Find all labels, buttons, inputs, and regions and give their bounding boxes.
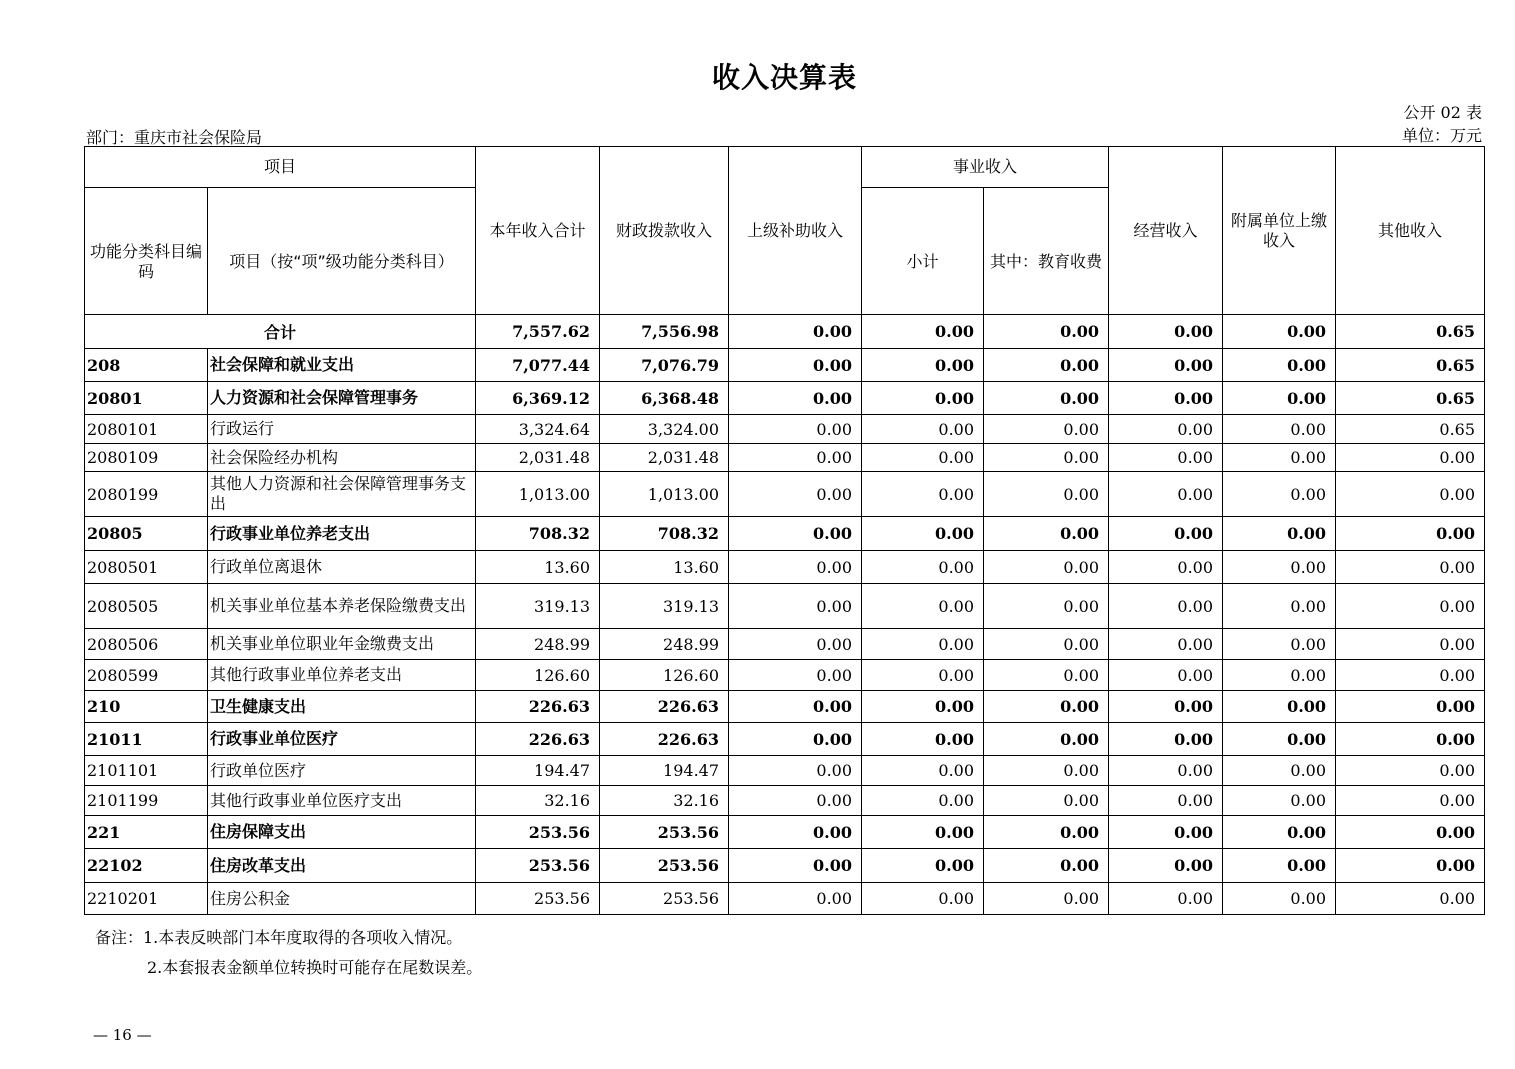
row-value: 0.00 bbox=[984, 382, 1109, 415]
row-value: 0.00 bbox=[862, 883, 984, 915]
row-value: 0.00 bbox=[1109, 691, 1223, 723]
row-value: 0.00 bbox=[729, 816, 862, 849]
row-value: 0.00 bbox=[862, 415, 984, 444]
row-name: 社会保险经办机构 bbox=[208, 444, 476, 472]
row-code: 21011 bbox=[85, 723, 208, 756]
income-table bbox=[84, 146, 1485, 915]
row-value: 0.00 bbox=[1223, 756, 1336, 786]
row-code: 221 bbox=[85, 816, 208, 849]
row-value: 0.00 bbox=[984, 444, 1109, 472]
row-value: 253.56 bbox=[600, 816, 729, 849]
row-value: 226.63 bbox=[476, 691, 600, 723]
row-value: 0.00 bbox=[984, 517, 1109, 551]
notes bbox=[95, 923, 482, 983]
row-value: 0.00 bbox=[862, 849, 984, 883]
row-code: 2101199 bbox=[85, 786, 208, 816]
row-value: 0.00 bbox=[729, 517, 862, 551]
row-value: 0.00 bbox=[729, 786, 862, 816]
row-value: 0.00 bbox=[984, 786, 1109, 816]
row-value: 1,013.00 bbox=[600, 472, 729, 517]
row-code: 2080599 bbox=[85, 660, 208, 691]
row-value: 13.60 bbox=[476, 551, 600, 584]
page-number: — 16 — bbox=[93, 1026, 152, 1044]
row-code: 22102 bbox=[85, 849, 208, 883]
row-value: 126.60 bbox=[600, 660, 729, 691]
row-name: 行政运行 bbox=[208, 415, 476, 444]
note-1: 备注：1.本表反映部门本年度取得的各项收入情况。 bbox=[95, 928, 463, 947]
header-code: 功能分类科目编码 bbox=[85, 188, 208, 315]
row-value: 0.00 bbox=[1223, 723, 1336, 756]
table-row bbox=[85, 816, 1485, 849]
header-business: 事业收入 bbox=[862, 147, 1109, 188]
row-value: 708.32 bbox=[476, 517, 600, 551]
row-value: 0.00 bbox=[1223, 517, 1336, 551]
row-value: 0.00 bbox=[984, 849, 1109, 883]
header-subtotal: 小计 bbox=[862, 188, 984, 315]
header-affiliated: 附属单位上缴收入 bbox=[1223, 147, 1336, 315]
row-value: 253.56 bbox=[476, 816, 600, 849]
row-value: 253.56 bbox=[600, 883, 729, 915]
row-code: 2080506 bbox=[85, 629, 208, 660]
row-value: 0.00 bbox=[984, 349, 1109, 382]
table-row bbox=[85, 756, 1485, 786]
row-value: 3,324.00 bbox=[600, 415, 729, 444]
row-value: 0.00 bbox=[984, 816, 1109, 849]
row-value: 0.00 bbox=[1223, 349, 1336, 382]
row-code: 20801 bbox=[85, 382, 208, 415]
row-value: 194.47 bbox=[600, 756, 729, 786]
row-value: 126.60 bbox=[476, 660, 600, 691]
row-value: 7,077.44 bbox=[476, 349, 600, 382]
total-label: 合计 bbox=[85, 315, 476, 349]
header-operating: 经营收入 bbox=[1109, 147, 1223, 315]
row-value: 0.00 bbox=[862, 756, 984, 786]
row-value: 0.00 bbox=[1223, 660, 1336, 691]
total-value: 0.65 bbox=[1336, 315, 1485, 349]
row-value: 194.47 bbox=[476, 756, 600, 786]
row-value: 0.00 bbox=[862, 382, 984, 415]
table-row bbox=[85, 883, 1485, 915]
row-value: 0.00 bbox=[1336, 584, 1485, 629]
row-value: 0.00 bbox=[729, 472, 862, 517]
row-value: 0.00 bbox=[1223, 551, 1336, 584]
row-value: 0.00 bbox=[729, 415, 862, 444]
row-value: 6,369.12 bbox=[476, 382, 600, 415]
row-value: 0.00 bbox=[729, 551, 862, 584]
row-value: 0.00 bbox=[984, 551, 1109, 584]
row-value: 6,368.48 bbox=[600, 382, 729, 415]
row-value: 0.00 bbox=[1109, 472, 1223, 517]
row-value: 0.00 bbox=[729, 349, 862, 382]
row-code: 2080199 bbox=[85, 472, 208, 517]
row-value: 0.00 bbox=[1336, 691, 1485, 723]
row-value: 0.00 bbox=[1336, 629, 1485, 660]
row-value: 0.00 bbox=[862, 629, 984, 660]
row-value: 0.00 bbox=[729, 691, 862, 723]
page-title: 收入决算表 bbox=[711, 61, 857, 94]
row-value: 319.13 bbox=[476, 584, 600, 629]
row-value: 0.00 bbox=[1109, 415, 1223, 444]
row-value: 0.00 bbox=[984, 756, 1109, 786]
total-row bbox=[85, 315, 1485, 349]
row-value: 319.13 bbox=[600, 584, 729, 629]
header-superior: 上级补助收入 bbox=[729, 147, 862, 315]
table-row bbox=[85, 382, 1485, 415]
row-name: 行政单位离退休 bbox=[208, 551, 476, 584]
table-row bbox=[85, 723, 1485, 756]
row-code: 2080505 bbox=[85, 584, 208, 629]
table-row bbox=[85, 691, 1485, 723]
row-value: 0.00 bbox=[984, 691, 1109, 723]
table-row bbox=[85, 444, 1485, 472]
header-education: 其中：教育收费 bbox=[984, 188, 1109, 315]
row-value: 1,013.00 bbox=[476, 472, 600, 517]
row-value: 2,031.48 bbox=[476, 444, 600, 472]
row-name: 住房公积金 bbox=[208, 883, 476, 915]
row-value: 0.00 bbox=[729, 883, 862, 915]
row-value: 0.00 bbox=[1223, 472, 1336, 517]
row-value: 0.00 bbox=[984, 629, 1109, 660]
row-value: 0.00 bbox=[729, 723, 862, 756]
row-code: 2101101 bbox=[85, 756, 208, 786]
form-number: 公开 02 表 bbox=[1403, 103, 1482, 122]
row-value: 253.56 bbox=[476, 849, 600, 883]
row-value: 0.00 bbox=[1109, 786, 1223, 816]
row-value: 0.00 bbox=[1109, 816, 1223, 849]
header-total: 本年收入合计 bbox=[476, 147, 600, 315]
row-value: 0.00 bbox=[1336, 517, 1485, 551]
table-row bbox=[85, 517, 1485, 551]
row-value: 0.00 bbox=[1336, 756, 1485, 786]
row-value: 0.00 bbox=[1336, 883, 1485, 915]
row-value: 0.00 bbox=[984, 883, 1109, 915]
row-value: 0.00 bbox=[729, 629, 862, 660]
row-value: 0.00 bbox=[1109, 629, 1223, 660]
row-value: 248.99 bbox=[476, 629, 600, 660]
row-value: 0.00 bbox=[1336, 723, 1485, 756]
row-value: 708.32 bbox=[600, 517, 729, 551]
header-other: 其他收入 bbox=[1336, 147, 1485, 315]
table-row bbox=[85, 349, 1485, 382]
table-row bbox=[85, 629, 1485, 660]
row-value: 0.00 bbox=[1336, 660, 1485, 691]
table-row bbox=[85, 849, 1485, 883]
table-row bbox=[85, 551, 1485, 584]
total-value: 0.00 bbox=[729, 315, 862, 349]
row-value: 0.00 bbox=[729, 584, 862, 629]
table-row bbox=[85, 472, 1485, 517]
row-value: 0.00 bbox=[1109, 849, 1223, 883]
row-name: 行政事业单位养老支出 bbox=[208, 517, 476, 551]
table-row bbox=[85, 415, 1485, 444]
row-value: 0.00 bbox=[1223, 629, 1336, 660]
row-value: 13.60 bbox=[600, 551, 729, 584]
row-value: 0.00 bbox=[1223, 415, 1336, 444]
total-value: 7,557.62 bbox=[476, 315, 600, 349]
row-name: 住房改革支出 bbox=[208, 849, 476, 883]
row-value: 0.00 bbox=[1109, 349, 1223, 382]
table-row bbox=[85, 786, 1485, 816]
row-value: 0.65 bbox=[1336, 349, 1485, 382]
total-value: 0.00 bbox=[1223, 315, 1336, 349]
row-value: 0.00 bbox=[1223, 786, 1336, 816]
row-value: 0.00 bbox=[729, 660, 862, 691]
row-value: 0.00 bbox=[862, 723, 984, 756]
row-value: 0.00 bbox=[729, 849, 862, 883]
row-value: 0.00 bbox=[862, 584, 984, 629]
row-value: 0.00 bbox=[1109, 723, 1223, 756]
row-value: 253.56 bbox=[476, 883, 600, 915]
row-code: 20805 bbox=[85, 517, 208, 551]
row-value: 0.00 bbox=[862, 472, 984, 517]
row-name: 机关事业单位职业年金缴费支出 bbox=[208, 629, 476, 660]
row-value: 248.99 bbox=[600, 629, 729, 660]
header-name: 项目（按“项”级功能分类科目） bbox=[208, 188, 476, 315]
row-value: 0.00 bbox=[729, 756, 862, 786]
row-name: 行政单位医疗 bbox=[208, 756, 476, 786]
row-value: 0.00 bbox=[862, 816, 984, 849]
row-code: 208 bbox=[85, 349, 208, 382]
row-value: 32.16 bbox=[476, 786, 600, 816]
row-name: 社会保障和就业支出 bbox=[208, 349, 476, 382]
row-value: 0.00 bbox=[862, 691, 984, 723]
row-value: 0.00 bbox=[1109, 382, 1223, 415]
row-value: 0.00 bbox=[984, 584, 1109, 629]
row-value: 7,076.79 bbox=[600, 349, 729, 382]
row-name: 其他人力资源和社会保障管理事务支出 bbox=[208, 472, 476, 517]
row-name: 卫生健康支出 bbox=[208, 691, 476, 723]
total-value: 0.00 bbox=[984, 315, 1109, 349]
row-value: 0.00 bbox=[1336, 786, 1485, 816]
header-fiscal: 财政拨款收入 bbox=[600, 147, 729, 315]
table-row bbox=[85, 584, 1485, 629]
header-item: 项目 bbox=[85, 147, 476, 188]
row-value: 226.63 bbox=[476, 723, 600, 756]
row-value: 0.00 bbox=[1109, 517, 1223, 551]
row-value: 0.65 bbox=[1336, 382, 1485, 415]
row-value: 0.00 bbox=[1336, 849, 1485, 883]
row-value: 0.00 bbox=[862, 660, 984, 691]
row-value: 0.00 bbox=[984, 660, 1109, 691]
row-value: 0.00 bbox=[1109, 551, 1223, 584]
row-value: 0.00 bbox=[1336, 472, 1485, 517]
row-code: 210 bbox=[85, 691, 208, 723]
row-value: 0.00 bbox=[1336, 551, 1485, 584]
row-value: 0.00 bbox=[729, 444, 862, 472]
row-value: 0.00 bbox=[1109, 756, 1223, 786]
row-value: 0.00 bbox=[729, 382, 862, 415]
row-value: 0.00 bbox=[862, 517, 984, 551]
row-value: 0.00 bbox=[862, 551, 984, 584]
row-value: 0.00 bbox=[1223, 691, 1336, 723]
row-name: 人力资源和社会保障管理事务 bbox=[208, 382, 476, 415]
row-name: 机关事业单位基本养老保险缴费支出 bbox=[208, 584, 476, 629]
row-value: 0.00 bbox=[1109, 584, 1223, 629]
unit-label: 单位：万元 bbox=[1401, 126, 1482, 145]
row-value: 0.00 bbox=[862, 786, 984, 816]
row-value: 0.00 bbox=[1223, 584, 1336, 629]
note-2: 2.本套报表金额单位转换时可能存在尾数误差。 bbox=[147, 958, 483, 977]
row-value: 0.65 bbox=[1336, 415, 1485, 444]
total-value: 0.00 bbox=[862, 315, 984, 349]
table-row bbox=[85, 660, 1485, 691]
row-name: 其他行政事业单位医疗支出 bbox=[208, 786, 476, 816]
row-value: 226.63 bbox=[600, 691, 729, 723]
row-value: 32.16 bbox=[600, 786, 729, 816]
row-code: 2210201 bbox=[85, 883, 208, 915]
row-value: 0.00 bbox=[984, 723, 1109, 756]
department-label: 部门：重庆市社会保险局 bbox=[86, 128, 263, 147]
row-value: 0.00 bbox=[1336, 444, 1485, 472]
row-value: 0.00 bbox=[862, 444, 984, 472]
row-value: 0.00 bbox=[1223, 883, 1336, 915]
row-value: 0.00 bbox=[984, 415, 1109, 444]
row-value: 0.00 bbox=[1336, 816, 1485, 849]
row-code: 2080109 bbox=[85, 444, 208, 472]
row-name: 其他行政事业单位养老支出 bbox=[208, 660, 476, 691]
row-value: 0.00 bbox=[862, 349, 984, 382]
row-value: 0.00 bbox=[1109, 444, 1223, 472]
row-value: 0.00 bbox=[1223, 816, 1336, 849]
row-value: 0.00 bbox=[1109, 883, 1223, 915]
row-value: 0.00 bbox=[1223, 444, 1336, 472]
row-code: 2080501 bbox=[85, 551, 208, 584]
row-value: 0.00 bbox=[984, 472, 1109, 517]
row-value: 2,031.48 bbox=[600, 444, 729, 472]
total-value: 7,556.98 bbox=[600, 315, 729, 349]
row-value: 0.00 bbox=[1223, 382, 1336, 415]
row-name: 行政事业单位医疗 bbox=[208, 723, 476, 756]
row-value: 0.00 bbox=[1223, 849, 1336, 883]
row-code: 2080101 bbox=[85, 415, 208, 444]
row-name: 住房保障支出 bbox=[208, 816, 476, 849]
row-value: 226.63 bbox=[600, 723, 729, 756]
total-value: 0.00 bbox=[1109, 315, 1223, 349]
row-value: 3,324.64 bbox=[476, 415, 600, 444]
row-value: 253.56 bbox=[600, 849, 729, 883]
row-value: 0.00 bbox=[1109, 660, 1223, 691]
